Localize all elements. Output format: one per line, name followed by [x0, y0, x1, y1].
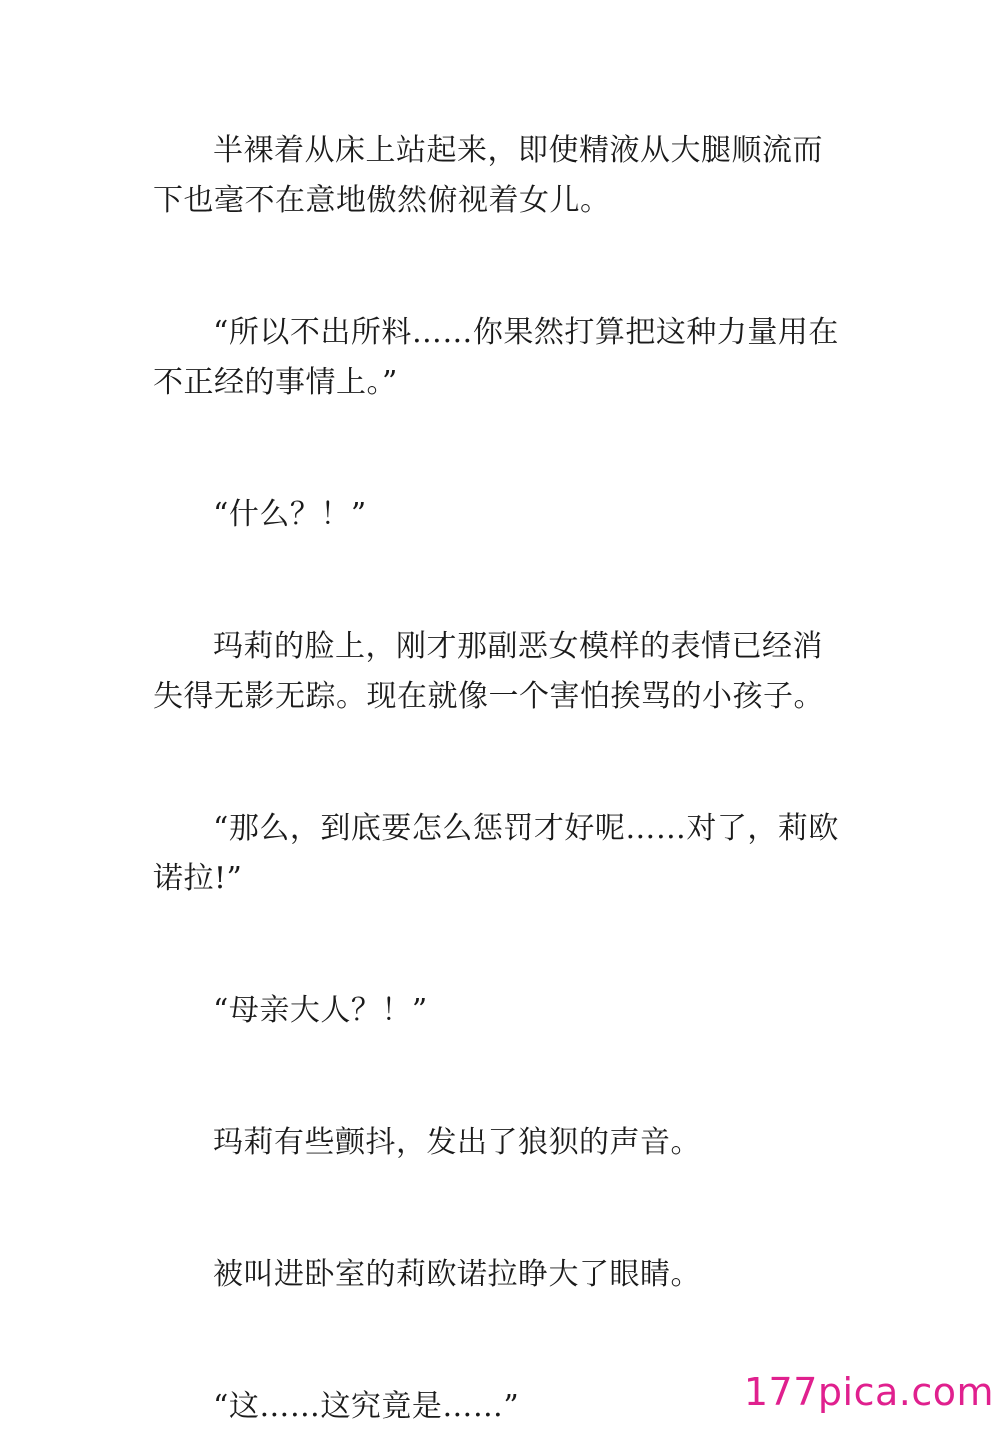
watermark: 177pica.com [743, 1370, 994, 1414]
paragraph-gap [153, 722, 853, 804]
paragraph-gap [153, 1168, 853, 1250]
document-body [153, 126, 853, 1432]
paragraph-gap [153, 540, 853, 622]
paragraph-3: “什么？！” [213, 497, 367, 532]
paragraph-6: “母亲大人？！” [213, 993, 428, 1028]
paragraph-gap [153, 226, 853, 308]
paragraph-gap [153, 1036, 853, 1118]
paragraph-9: “这……这究竟是……” [213, 1389, 520, 1424]
paragraph-8: 被叫进卧室的莉欧诺拉睁大了眼睛。 [213, 1257, 701, 1292]
paragraph-gap [153, 408, 853, 490]
paragraph-gap [153, 904, 853, 986]
paragraph-5: “那么，到底要怎么惩罚才好呢……对了，莉欧诺拉!” [153, 811, 839, 896]
paragraph-2: “所以不出所料……你果然打算把这种力量用在不正经的事情上。” [153, 315, 839, 400]
paragraph-7: 玛莉有些颤抖，发出了狼狈的声音。 [213, 1125, 701, 1160]
paragraph-4: 玛莉的脸上，刚才那副恶女模样的表情已经消失得无影无踪。现在就像一个害怕挨骂的小孩子。 [153, 629, 824, 714]
paragraph-1: 半裸着从床上站起来，即使精液从大腿顺流而下也毫不在意地傲然俯视着女儿。 [153, 133, 823, 218]
